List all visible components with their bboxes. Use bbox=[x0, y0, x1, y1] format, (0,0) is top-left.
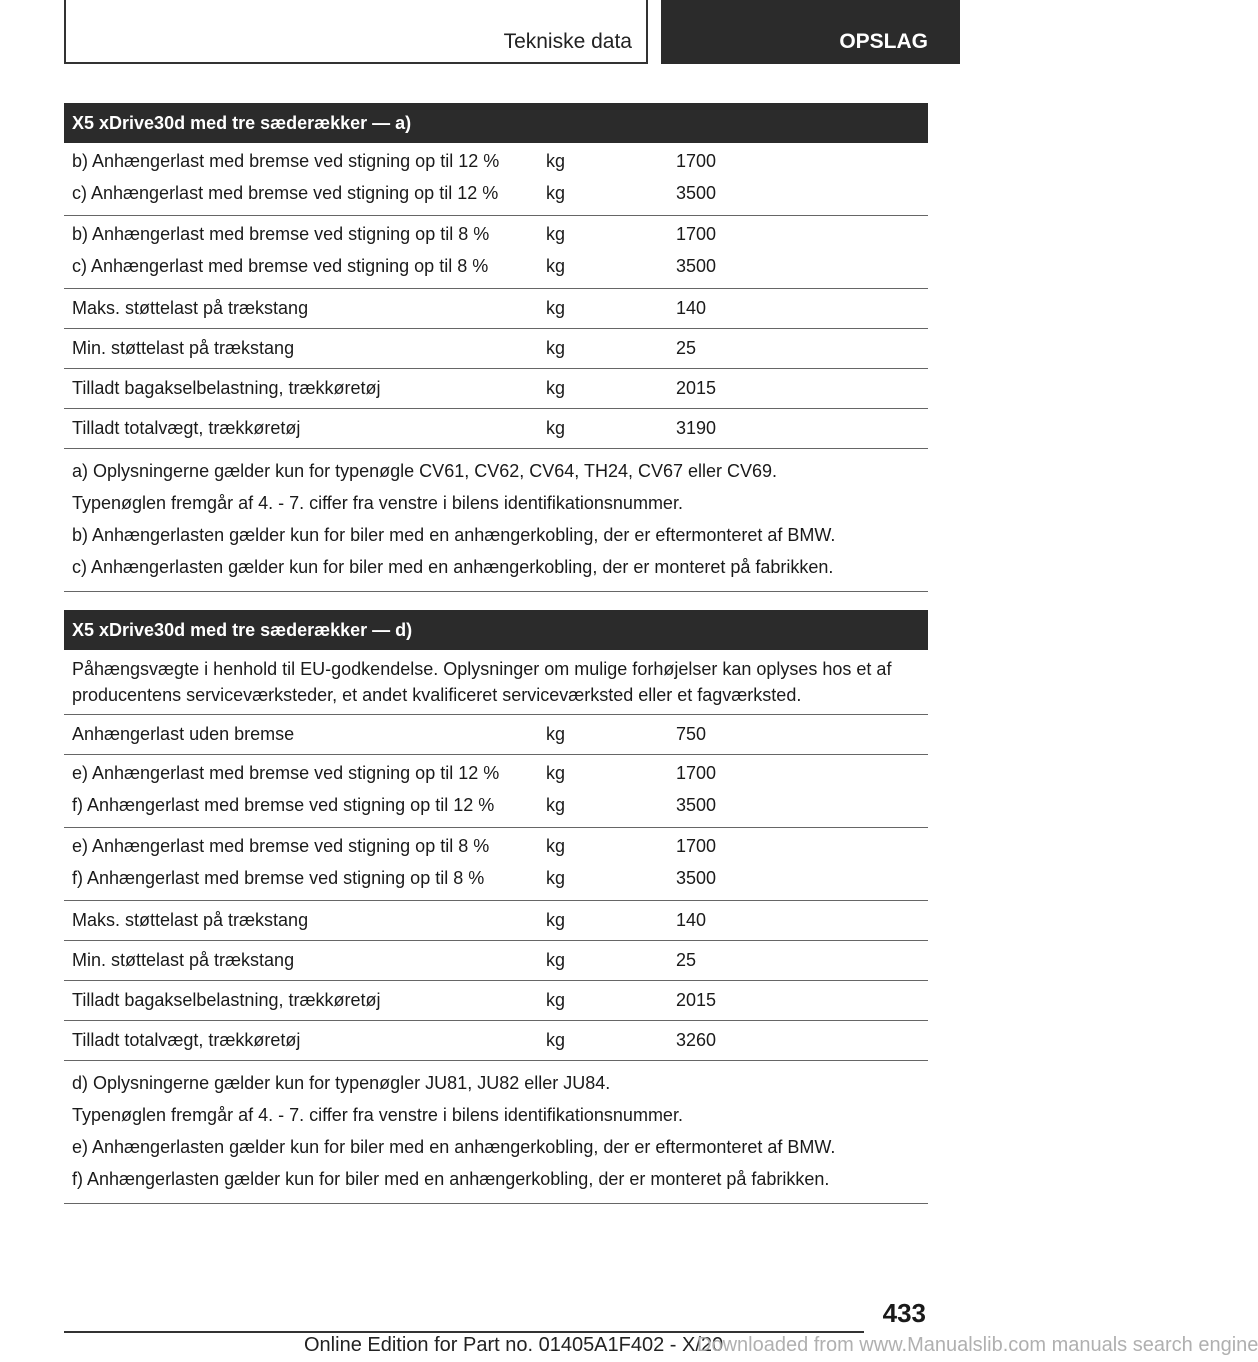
row-line bbox=[64, 1021, 928, 1060]
row-label: Maks. støttelast på trækstang bbox=[72, 910, 309, 930]
footnote: c) Anhængerlasten gælder kun for biler med en anhængerkobling, der er monteret på fabrikken. bbox=[72, 557, 834, 577]
tab-label: OPSLAG bbox=[839, 30, 928, 53]
footnote: b) Anhængerlasten gælder kun for biler med en anhængerkobling, der er eftermonteret af BMW. bbox=[72, 525, 836, 545]
row-unit: kg bbox=[546, 183, 566, 203]
table-rows bbox=[64, 143, 928, 449]
row-line bbox=[64, 409, 928, 448]
row-line bbox=[64, 901, 928, 940]
row-label: Maks. støttelast på trækstang bbox=[72, 298, 309, 318]
row-value: 750 bbox=[676, 724, 707, 744]
row-label: f) Anhængerlast med bremse ved stigning op til 8 % bbox=[72, 868, 485, 888]
row-label: c) Anhængerlast med bremse ved stigning op til 12 % bbox=[72, 183, 499, 203]
row-unit: kg bbox=[546, 338, 566, 358]
row-unit: kg bbox=[546, 795, 566, 815]
row-unit: kg bbox=[546, 763, 566, 783]
table-title: X5 xDrive30d med tre sæderækker — a) bbox=[64, 103, 928, 143]
row-label: Min. støttelast på trækstang bbox=[72, 338, 295, 358]
row-line bbox=[64, 862, 928, 894]
row-unit: kg bbox=[546, 950, 566, 970]
row-label: f) Anhængerlast med bremse ved stigning op til 12 % bbox=[72, 795, 495, 815]
row-unit: kg bbox=[546, 298, 566, 318]
row-unit: kg bbox=[546, 378, 566, 398]
row-value: 140 bbox=[676, 298, 707, 318]
table-row bbox=[64, 369, 928, 409]
row-value: 25 bbox=[676, 338, 697, 358]
row-line bbox=[64, 941, 928, 980]
row-line bbox=[64, 145, 928, 177]
table-row bbox=[64, 755, 928, 828]
row-line bbox=[64, 981, 928, 1020]
row-label: e) Anhængerlast med bremse ved stigning op til 8 % bbox=[72, 836, 490, 856]
table-row bbox=[64, 143, 928, 216]
table-row bbox=[64, 289, 928, 329]
row-label: Anhængerlast uden bremse bbox=[72, 724, 295, 744]
footer-rule bbox=[64, 1331, 864, 1333]
table-row bbox=[64, 981, 928, 1021]
row-label: Min. støttelast på trækstang bbox=[72, 950, 295, 970]
row-value: 3500 bbox=[676, 795, 717, 815]
spec-table-1 bbox=[64, 103, 928, 592]
row-value: 1700 bbox=[676, 224, 717, 244]
table-notes bbox=[64, 449, 928, 592]
table-notes bbox=[64, 1061, 928, 1204]
table-row bbox=[64, 941, 928, 981]
row-unit: kg bbox=[546, 418, 566, 438]
table-row bbox=[64, 216, 928, 289]
section-label: Tekniske data bbox=[503, 30, 632, 53]
row-label: b) Anhængerlast med bremse ved stigning op til 12 % bbox=[72, 151, 500, 171]
row-unit: kg bbox=[546, 868, 566, 888]
row-value: 140 bbox=[676, 910, 707, 930]
row-label: Tilladt totalvægt, trækkøretøj bbox=[72, 1030, 301, 1050]
row-value: 3190 bbox=[676, 418, 717, 438]
footnote: e) Anhængerlasten gælder kun for biler med en anhængerkobling, der er eftermonteret af BMW. bbox=[72, 1137, 836, 1157]
row-line bbox=[64, 369, 928, 408]
table-row bbox=[64, 329, 928, 369]
footer-edition: Online Edition for Part no. 01405A1F402 - X/20 bbox=[304, 1334, 724, 1356]
row-value: 2015 bbox=[676, 378, 717, 398]
row-label: Tilladt bagakselbelastning, trækkøretøj bbox=[72, 378, 381, 398]
row-unit: kg bbox=[546, 1030, 566, 1050]
table-row bbox=[64, 901, 928, 941]
row-value: 3260 bbox=[676, 1030, 717, 1050]
row-unit: kg bbox=[546, 256, 566, 276]
spec-table-2 bbox=[64, 610, 928, 1204]
row-value: 3500 bbox=[676, 183, 717, 203]
row-label: c) Anhængerlast med bremse ved stigning op til 8 % bbox=[72, 256, 489, 276]
row-value: 2015 bbox=[676, 990, 717, 1010]
row-line bbox=[64, 250, 928, 282]
row-value: 3500 bbox=[676, 868, 717, 888]
header-tab bbox=[661, 0, 960, 64]
row-line bbox=[64, 177, 928, 209]
row-label: Tilladt bagakselbelastning, trækkøretøj bbox=[72, 990, 381, 1010]
watermark: Downloaded from www.Manualslib.com manuals search engine bbox=[697, 1334, 1258, 1356]
table-row bbox=[64, 409, 928, 449]
row-line bbox=[64, 757, 928, 789]
footnote: Typenøglen fremgår af 4. - 7. ciffer fra venstre i bilens identifikationsnummer. bbox=[72, 493, 683, 513]
row-label: Tilladt totalvægt, trækkøretøj bbox=[72, 418, 301, 438]
footnote: f) Anhængerlasten gælder kun for biler med en anhængerkobling, der er monteret på fabrikken. bbox=[72, 1169, 830, 1189]
row-unit: kg bbox=[546, 224, 566, 244]
row-unit: kg bbox=[546, 990, 566, 1010]
row-label: b) Anhængerlast med bremse ved stigning op til 8 % bbox=[72, 224, 490, 244]
table-intro: Påhængsvægte i henhold til EU-godkendelse. Oplysninger om mulige forhøjelser kan oplyses hos et af producentens serviceværksteder, et andet kvalificeret serviceværksted eller et fagværksted. bbox=[64, 650, 928, 715]
row-value: 3500 bbox=[676, 256, 717, 276]
row-line bbox=[64, 218, 928, 250]
table-rows bbox=[64, 715, 928, 1061]
row-line bbox=[64, 289, 928, 328]
row-value: 1700 bbox=[676, 763, 717, 783]
table-row bbox=[64, 1021, 928, 1061]
row-line bbox=[64, 329, 928, 368]
footnote: Typenøglen fremgår af 4. - 7. ciffer fra venstre i bilens identifikationsnummer. bbox=[72, 1105, 683, 1125]
page-number: 433 bbox=[882, 1298, 926, 1328]
row-unit: kg bbox=[546, 151, 566, 171]
table-row bbox=[64, 715, 928, 755]
table-row bbox=[64, 828, 928, 901]
row-value: 25 bbox=[676, 950, 697, 970]
row-value: 1700 bbox=[676, 151, 717, 171]
row-unit: kg bbox=[546, 836, 566, 856]
table-title: X5 xDrive30d med tre sæderækker — d) bbox=[64, 610, 928, 650]
row-line bbox=[64, 789, 928, 821]
header-section-box bbox=[64, 0, 648, 64]
row-line bbox=[64, 830, 928, 862]
row-label: e) Anhængerlast med bremse ved stigning op til 12 % bbox=[72, 763, 500, 783]
row-value: 1700 bbox=[676, 836, 717, 856]
row-unit: kg bbox=[546, 910, 566, 930]
footnote: d) Oplysningerne gælder kun for typenøgler JU81, JU82 eller JU84. bbox=[72, 1073, 611, 1093]
footnote: a) Oplysningerne gælder kun for typenøgle CV61, CV62, CV64, TH24, CV67 eller CV69. bbox=[72, 461, 778, 481]
row-unit: kg bbox=[546, 724, 566, 744]
row-line bbox=[64, 715, 928, 754]
